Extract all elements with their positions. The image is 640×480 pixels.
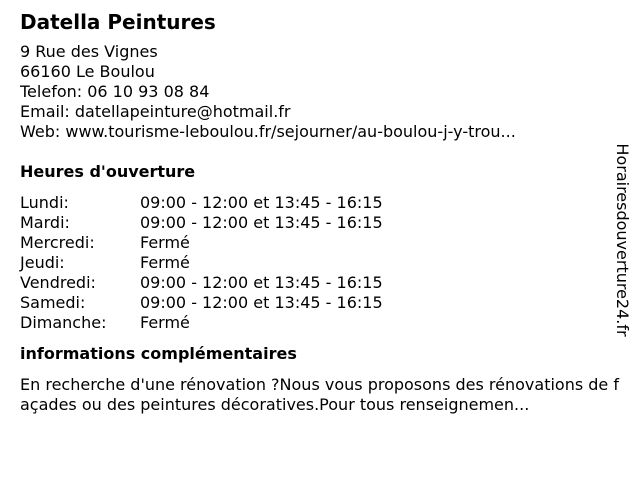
hours-value: 09:00 - 12:00 et 13:45 - 16:15 [140,193,383,212]
hours-row-monday [20,193,610,213]
hours-row-saturday [20,293,610,313]
site-watermark: Horairesdouverture24.fr [613,143,632,337]
hours-row-wednesday [20,233,610,253]
day-label: Jeudi: [20,253,65,272]
hours-value: 09:00 - 12:00 et 13:45 - 16:15 [140,273,383,292]
info-heading: informations complémentaires [20,344,297,363]
hours-row-friday [20,273,610,293]
hours-row-tuesday [20,213,610,233]
day-label: Lundi: [20,193,69,212]
business-card [20,9,619,415]
hours-value: Fermé [140,233,190,252]
hours-table [20,193,610,333]
address-city: 66160 Le Boulou [20,62,155,81]
hours-value: 09:00 - 12:00 et 13:45 - 16:15 [140,293,383,312]
hours-value: Fermé [140,253,190,272]
hours-value: Fermé [140,313,190,332]
phone-number: Telefon: 06 10 93 08 84 [20,82,210,101]
business-name: Datella Peintures [20,10,216,34]
address-street: 9 Rue des Vignes [20,42,158,61]
hours-row-sunday [20,313,610,333]
day-label: Mercredi: [20,233,95,252]
day-label: Vendredi: [20,273,96,292]
hours-value: 09:00 - 12:00 et 13:45 - 16:15 [140,213,383,232]
website-link: Web: www.tourisme-leboulou.fr/sejourner/au-boulou-j-y-trou... [20,122,516,141]
hours-heading: Heures d'ouverture [20,162,196,181]
day-label: Samedi: [20,293,86,312]
email-address: Email: datellapeinture@hotmail.fr [20,102,291,121]
hours-row-thursday [20,253,610,273]
day-label: Dimanche: [20,313,107,332]
info-description: En recherche d'une rénovation ?Nous vous proposons des rénovations de façades ou des peintures décoratives.Pour tous renseignemen... [20,375,619,414]
day-label: Mardi: [20,213,70,232]
